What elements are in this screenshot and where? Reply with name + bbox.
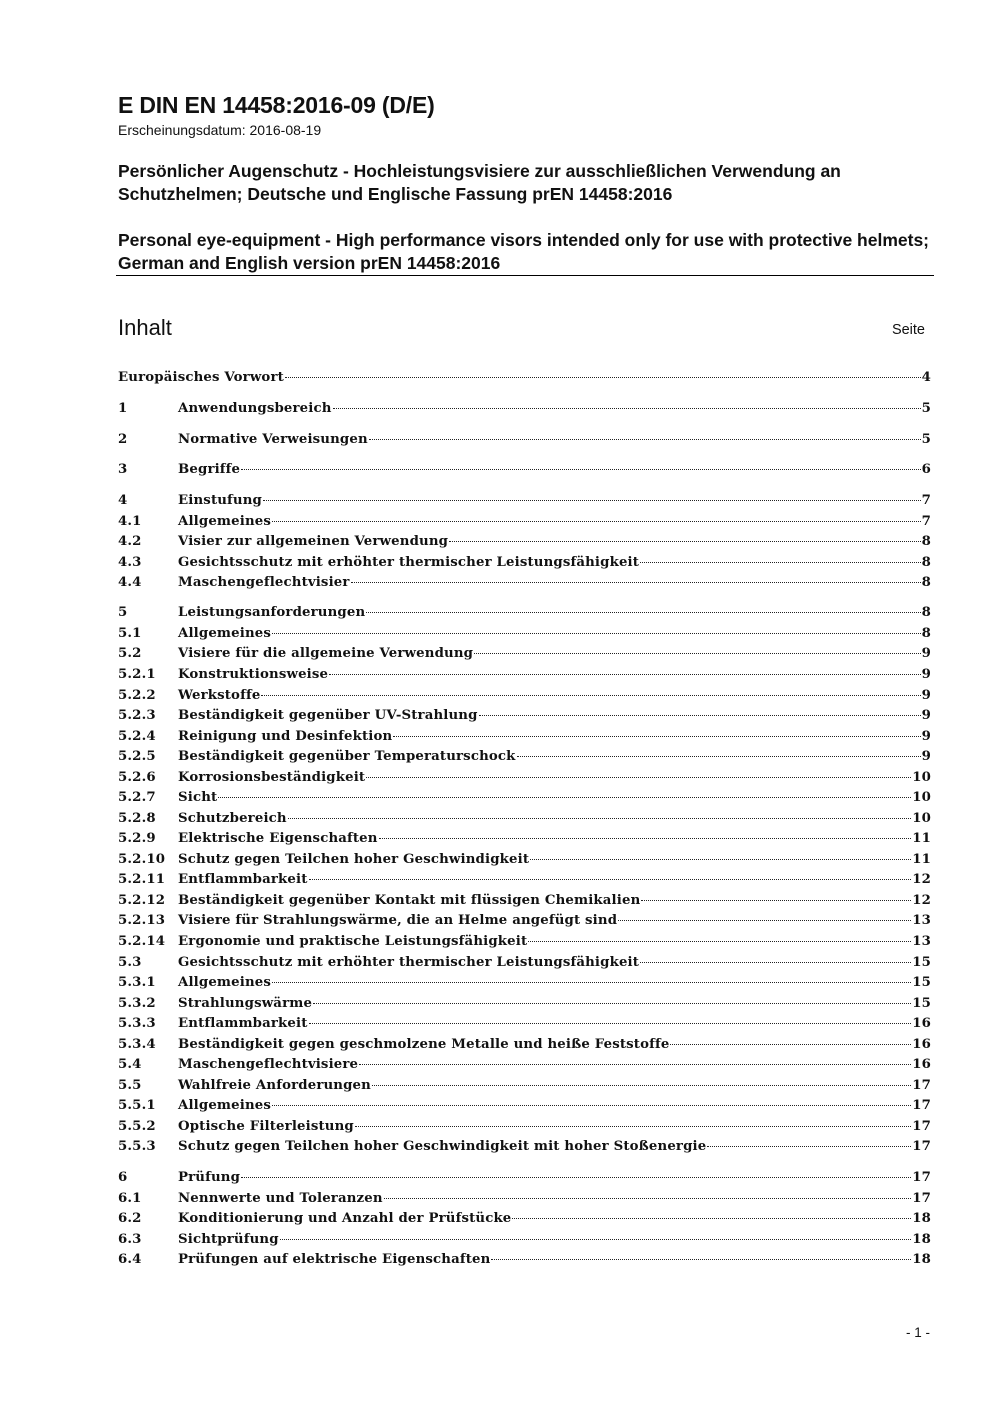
header-divider — [116, 275, 934, 276]
toc-entry-number: 5 — [118, 605, 128, 620]
toc-entry-title: Visiere für Strahlungswärme, die an Helme angefügt sind — [178, 913, 618, 928]
toc-leader-dots — [272, 1105, 911, 1106]
toc-leader-dots — [530, 859, 911, 860]
toc-entry-number: 5.2.9 — [118, 831, 156, 846]
toc-entry-number: 4.1 — [118, 514, 142, 529]
toc-entry-page: 8 — [921, 534, 931, 549]
toc-entry-page: 15 — [912, 955, 931, 970]
toc-entry-page: 10 — [912, 811, 931, 826]
toc-entry-number: 5.3.1 — [118, 975, 156, 990]
toc-leader-dots — [288, 818, 911, 819]
toc-entry-number: 5.5.2 — [118, 1119, 156, 1134]
toc-leader-dots — [618, 920, 911, 921]
toc-leader-dots — [384, 1198, 912, 1199]
toc-entry-page: 15 — [912, 975, 931, 990]
toc-entry-number: 5.2.5 — [118, 749, 156, 764]
toc-entry[interactable] — [118, 975, 931, 995]
toc-entry-title: Visier zur allgemeinen Verwendung — [178, 534, 449, 549]
toc-entry[interactable] — [118, 605, 931, 625]
toc-entry[interactable] — [118, 688, 931, 708]
toc-entry-page: 9 — [921, 749, 931, 764]
toc-leader-dots — [479, 715, 921, 716]
toc-leader-dots — [641, 900, 911, 901]
toc-entry[interactable] — [118, 749, 931, 769]
toc-entry-title: Allgemeines — [178, 1098, 272, 1113]
toc-entry-page: 11 — [912, 831, 931, 846]
toc-entry-page: 9 — [921, 729, 931, 744]
toc-entry-title: Schutz gegen Teilchen hoher Geschwindigkeit — [178, 852, 530, 867]
toc-entry-number: 5.2.11 — [118, 872, 166, 887]
toc-entry-page: 18 — [912, 1232, 931, 1247]
title-english: Personal eye-equipment - High performance visors intended only for use with protective helmets; German and English version prEN 14458:2016 — [118, 230, 930, 273]
toc-entry-page: 8 — [921, 575, 931, 590]
toc-leader-dots — [355, 1126, 911, 1127]
toc-leader-dots — [272, 633, 921, 634]
toc-leader-dots — [241, 469, 920, 470]
toc-entry-page: 12 — [912, 893, 931, 908]
toc-entry-number: 5.2.4 — [118, 729, 156, 744]
toc-entry-title: Ergonomie und praktische Leistungsfähigkeit — [178, 934, 528, 949]
toc-entry-title: Maschengeflechtvisier — [178, 575, 350, 590]
toc-entry-page: 10 — [912, 790, 931, 805]
toc-entry-title: Beständigkeit gegenüber Kontakt mit flüssigen Chemikalien — [178, 893, 641, 908]
toc-entry-page: 8 — [921, 626, 931, 641]
toc-entry-number: 5.2.1 — [118, 667, 156, 682]
toc-entry-title: Konstruktionsweise — [178, 667, 329, 682]
toc-entry-number: 5.2.10 — [118, 852, 166, 867]
toc-leader-dots — [333, 408, 921, 409]
toc-entry[interactable] — [118, 555, 931, 575]
toc-entry[interactable] — [118, 462, 931, 482]
toc-entry-number: 6.3 — [118, 1232, 142, 1247]
toc-entry-number: 4.4 — [118, 575, 142, 590]
toc-entry-page: 16 — [912, 1016, 931, 1031]
toc-entry-title: Beständigkeit gegen geschmolzene Metalle und heiße Feststoffe — [178, 1037, 670, 1052]
toc-entry[interactable] — [118, 708, 931, 728]
toc-entry-number: 5.2.7 — [118, 790, 156, 805]
toc-leader-dots — [309, 879, 912, 880]
toc-entry-page: 13 — [912, 913, 931, 928]
toc-entry-page: 17 — [912, 1191, 931, 1206]
toc-entry-number: 6.2 — [118, 1211, 142, 1226]
toc-entry-number: 5.2.6 — [118, 770, 156, 785]
toc-leader-dots — [393, 736, 920, 737]
toc-entry-page: 9 — [921, 708, 931, 723]
toc-entry-page: 8 — [921, 605, 931, 620]
toc-entry[interactable] — [118, 831, 931, 851]
toc-entry[interactable] — [118, 1170, 931, 1190]
toc-entry-title: Normative Verweisungen — [178, 432, 368, 447]
toc-entry-page: 11 — [912, 852, 931, 867]
toc-entry-title: Entflammbarkeit — [178, 872, 308, 887]
toc-entry-page: 16 — [912, 1057, 931, 1072]
toc-entry-title: Werkstoffe — [178, 688, 261, 703]
toc-entry-title: Elektrische Eigenschaften — [178, 831, 378, 846]
toc-entry-title: Anwendungsbereich — [178, 401, 332, 416]
toc-entry-title: Visiere für die allgemeine Verwendung — [178, 646, 474, 661]
toc-entry-title: Entflammbarkeit — [178, 1016, 308, 1031]
toc-entry-title: Prüfung — [178, 1170, 241, 1185]
toc-entry[interactable] — [118, 1211, 931, 1231]
toc-entry-number: 4.2 — [118, 534, 142, 549]
toc-leader-dots — [272, 521, 921, 522]
toc-entry-page: 15 — [912, 996, 931, 1011]
toc-leader-dots — [218, 797, 911, 798]
toc-entry[interactable] — [118, 370, 931, 390]
toc-entry-title: Reinigung und Desinfektion — [178, 729, 393, 744]
document-id: E DIN EN 14458:2016-09 (D/E) — [118, 92, 435, 118]
toc-leader-dots — [351, 582, 921, 583]
toc-entry[interactable] — [118, 893, 931, 913]
toc-entry-number: 5.4 — [118, 1057, 142, 1072]
toc-entry-title: Prüfungen auf elektrische Eigenschaften — [178, 1252, 491, 1267]
toc-entry-number: 5.2.14 — [118, 934, 166, 949]
toc-entry-page: 8 — [921, 555, 931, 570]
toc-entry[interactable] — [118, 1232, 931, 1252]
toc-entry-page: 9 — [921, 688, 931, 703]
toc-entry[interactable] — [118, 1119, 931, 1139]
toc-entry-page: 18 — [912, 1252, 931, 1267]
toc-entry[interactable] — [118, 667, 931, 687]
toc-leader-dots — [261, 695, 920, 696]
toc-entry[interactable] — [118, 872, 931, 892]
toc-entry[interactable] — [118, 626, 931, 646]
toc-entry[interactable] — [118, 1078, 931, 1098]
toc-entry[interactable] — [118, 1139, 931, 1159]
toc-entry-title: Allgemeines — [178, 514, 272, 529]
toc-entry-page: 5 — [921, 401, 931, 416]
publication-date: Erscheinungsdatum: 2016-08-19 — [118, 122, 322, 138]
toc-leader-dots — [707, 1146, 911, 1147]
toc-heading: Inhalt — [118, 315, 172, 340]
toc-entry[interactable] — [118, 790, 931, 810]
toc-entry-number: 1 — [118, 401, 128, 416]
toc-leader-dots — [309, 1023, 912, 1024]
toc-entry-title: Maschengeflechtvisiere — [178, 1057, 359, 1072]
toc-entry-title: Beständigkeit gegenüber Temperaturschock — [178, 749, 516, 764]
toc-entry-page: 13 — [912, 934, 931, 949]
toc-entry-page: 9 — [921, 667, 931, 682]
toc-entry-number: 6.1 — [118, 1191, 142, 1206]
toc-entry-number: 5.3.3 — [118, 1016, 156, 1031]
toc-entry-page: 17 — [912, 1119, 931, 1134]
toc-entry-number: 5.2 — [118, 646, 142, 661]
toc-entry-number: 5.3.2 — [118, 996, 156, 1011]
toc-entry-title: Konditionierung und Anzahl der Prüfstücke — [178, 1211, 512, 1226]
toc-entry[interactable] — [118, 729, 931, 749]
toc-entry-page: 18 — [912, 1211, 931, 1226]
toc-entry[interactable] — [118, 934, 931, 954]
toc-entry-number: 5.1 — [118, 626, 142, 641]
toc-entry[interactable] — [118, 432, 931, 452]
toc-entry-title: Gesichtsschutz mit erhöhter thermischer Leistungsfähigkeit — [178, 555, 640, 570]
toc-entry[interactable] — [118, 534, 931, 554]
toc-leader-dots — [329, 674, 920, 675]
toc-entry-title: Leistungsanforderungen — [178, 605, 366, 620]
toc-entry-number: 3 — [118, 462, 128, 477]
toc-entry-page: 10 — [912, 770, 931, 785]
toc-entry-number: 4 — [118, 493, 128, 508]
toc-leader-dots — [313, 1003, 911, 1004]
toc-entry-title: Europäisches Vorwort — [118, 370, 284, 385]
toc-entry-title: Schutz gegen Teilchen hoher Geschwindigkeit mit hoher Stoßenergie — [178, 1139, 707, 1154]
toc-entry-title: Gesichtsschutz mit erhöhter thermischer Leistungsfähigkeit — [178, 955, 640, 970]
toc-entry[interactable] — [118, 493, 931, 513]
toc-entry-number: 5.5.1 — [118, 1098, 156, 1113]
toc-entry-page: 7 — [921, 514, 931, 529]
toc-entry-number: 5.2.2 — [118, 688, 156, 703]
toc-entry-page: 9 — [921, 646, 931, 661]
toc-entry[interactable] — [118, 996, 931, 1016]
toc-entry-title: Sichtprüfung — [178, 1232, 279, 1247]
toc-entry-title: Beständigkeit gegenüber UV-Strahlung — [178, 708, 478, 723]
toc-entry-number: 6 — [118, 1170, 128, 1185]
toc-entry-number: 5.3.4 — [118, 1037, 156, 1052]
toc-entry-title: Einstufung — [178, 493, 263, 508]
toc-entry-title: Korrosionsbeständigkeit — [178, 770, 366, 785]
toc-page-column-label: Seite — [891, 322, 925, 338]
toc-leader-dots — [285, 377, 921, 378]
toc-entry-title: Allgemeines — [178, 626, 272, 641]
toc-entry[interactable] — [118, 575, 931, 595]
toc-entry-title: Wahlfreie Anforderungen — [178, 1078, 371, 1093]
toc-entry-title: Nennwerte und Toleranzen — [178, 1191, 383, 1206]
toc-entry-number: 2 — [118, 432, 128, 447]
toc-leader-dots — [449, 541, 920, 542]
toc-entry-number: 6.4 — [118, 1252, 142, 1267]
toc-leader-dots — [640, 962, 911, 963]
toc-leader-dots — [528, 941, 911, 942]
toc-leader-dots — [369, 439, 921, 440]
toc-entry-number: 5.2.8 — [118, 811, 156, 826]
toc-entry[interactable] — [118, 1057, 931, 1077]
toc-leader-dots — [474, 653, 920, 654]
toc-leader-dots — [366, 612, 920, 613]
toc-entry-page: 5 — [921, 432, 931, 447]
toc-entry-page: 12 — [912, 872, 931, 887]
page-number: - 1 - — [905, 1325, 930, 1340]
toc-leader-dots — [263, 500, 921, 501]
toc-entry-number: 5.5.3 — [118, 1139, 156, 1154]
toc-entry[interactable] — [118, 646, 931, 666]
toc-entry-title: Schutzbereich — [178, 811, 287, 826]
toc-entry[interactable] — [118, 955, 931, 975]
toc-entry-title: Allgemeines — [178, 975, 272, 990]
toc-entry-page: 17 — [912, 1098, 931, 1113]
toc-entry-page: 17 — [912, 1170, 931, 1185]
toc-entry-page: 17 — [912, 1078, 931, 1093]
toc-entry-page: 17 — [912, 1139, 931, 1154]
toc-entry[interactable] — [118, 401, 931, 421]
toc-entry-number: 5.3 — [118, 955, 142, 970]
toc-leader-dots — [280, 1239, 912, 1240]
toc-entry-number: 5.2.12 — [118, 893, 166, 908]
toc-entry[interactable] — [118, 811, 931, 831]
toc-entry-page: 4 — [921, 370, 931, 385]
toc-leader-dots — [517, 756, 921, 757]
toc-leader-dots — [640, 562, 921, 563]
toc-entry[interactable] — [118, 1098, 931, 1118]
toc-leader-dots — [272, 982, 911, 983]
toc-entry[interactable] — [118, 1037, 931, 1057]
toc-leader-dots — [379, 838, 912, 839]
toc-entry[interactable] — [118, 1191, 931, 1211]
toc-entry-number: 5.5 — [118, 1078, 142, 1093]
toc-leader-dots — [491, 1259, 911, 1260]
toc-entry-number: 5.2.3 — [118, 708, 156, 723]
toc-entry-page: 16 — [912, 1037, 931, 1052]
toc-entry-page: 7 — [921, 493, 931, 508]
toc-leader-dots — [366, 777, 911, 778]
title-german: Persönlicher Augenschutz - Hochleistungsvisiere zur ausschließlichen Verwendung an Schutzhelmen; Deutsche und Englische Fassung prEN 14458:2016 — [118, 161, 841, 204]
toc-leader-dots — [372, 1085, 911, 1086]
toc-entry[interactable] — [118, 913, 931, 933]
toc-entry[interactable] — [118, 1016, 931, 1036]
toc-entry[interactable] — [118, 514, 931, 534]
toc-leader-dots — [241, 1177, 911, 1178]
toc-entry[interactable] — [118, 770, 931, 790]
toc-entry[interactable] — [118, 852, 931, 872]
toc-leader-dots — [512, 1218, 911, 1219]
toc-entry-page: 6 — [921, 462, 931, 477]
toc-entry-number: 4.3 — [118, 555, 142, 570]
toc-entry-title: Sicht — [178, 790, 218, 805]
toc-leader-dots — [670, 1044, 911, 1045]
toc-entry-title: Begriffe — [178, 462, 241, 477]
toc-entry[interactable] — [118, 1252, 931, 1272]
toc-entry-title: Optische Filterleistung — [178, 1119, 354, 1134]
toc-leader-dots — [359, 1064, 911, 1065]
toc-entry-title: Strahlungswärme — [178, 996, 313, 1011]
toc-entry-number: 5.2.13 — [118, 913, 166, 928]
